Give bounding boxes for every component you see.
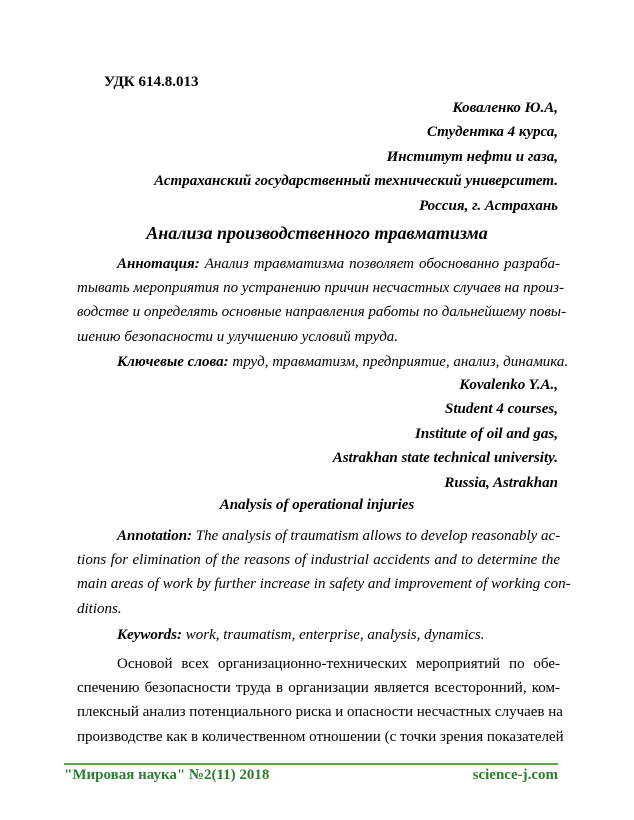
- body-line: спечению безопасности труда в организации является всесторонний, ком-: [77, 680, 560, 697]
- author-institute-en: Institute of oil and gas,: [415, 425, 558, 442]
- body-line: Основой всех организационно-технических мероприятий по обе-: [117, 656, 560, 672]
- annotation-ru-label: Аннотация:: [117, 256, 200, 272]
- keywords-ru: [77, 350, 569, 374]
- keywords-ru-text: труд, травматизм, предприятие, анализ, динамика.: [232, 354, 569, 370]
- annotation-ru-line: Аннотация: Анализ травматизма позволяет обоснованно разраба-: [117, 256, 560, 272]
- article-title-en: Analysis of operational injuries: [219, 497, 415, 513]
- footer-site-link[interactable]: science-j.com: [472, 767, 558, 783]
- annotation-en-line: tions for elimination of the reasons of industrial accidents and to determine the: [77, 552, 560, 569]
- keywords-en: [77, 623, 560, 647]
- author-name-en: Kovalenko Y.A.,: [459, 377, 558, 393]
- annotation-ru-line: шению безопасности и улучшению условий труда.: [77, 328, 399, 345]
- author-block-en: [333, 373, 558, 495]
- author-status-en: Student 4 courses,: [445, 401, 558, 418]
- body-paragraph: [77, 652, 564, 749]
- annotation-en-label: Annotation:: [117, 528, 193, 544]
- annotation-en: [77, 524, 571, 621]
- author-block-ru: [154, 96, 558, 218]
- author-location-en: Russia, Astrakhan: [444, 474, 558, 491]
- author-status-ru: Студентка 4 курса,: [426, 124, 558, 141]
- keywords-ru-label: Ключевые слова:: [117, 354, 229, 370]
- author-institute-ru: Институт нефти и газа,: [386, 148, 558, 165]
- footer-divider: [64, 763, 558, 765]
- keywords-en-label: Keywords:: [117, 627, 182, 643]
- author-location-ru: Россия, г. Астрахань: [419, 197, 558, 214]
- footer-journal: "Мировая наука" №2(11) 2018: [64, 767, 270, 783]
- annotation-en-line: ditions.: [77, 600, 122, 617]
- keywords-en-text: work, traumatism, enterprise, analysis, dynamics.: [185, 627, 485, 643]
- annotation-ru-line: тывать мероприятия по устранению причин несчастных случаев на произ-: [77, 280, 564, 297]
- annotation-ru-line: водстве и определять основные направления работы по дальнейшему повы-: [77, 304, 567, 321]
- article-title-ru: Анализа производственного травматизма: [146, 223, 488, 243]
- author-name-ru: Коваленко Ю.А,: [452, 100, 558, 116]
- annotation-en-line: main areas of work by further increase in safety and improvement of working con-: [77, 576, 571, 593]
- annotation-ru: [77, 252, 567, 349]
- author-university-en: Astrakhan state technical university.: [332, 450, 558, 467]
- annotation-en-line: Annotation: The analysis of traumatism allows to develop reasonably ac-: [117, 528, 561, 544]
- body-line: плексный анализ потенциального риска и опасности несчастных случаев на: [77, 704, 563, 721]
- body-line: производстве как в количественном отношении (с точки зрения показателей: [77, 728, 564, 745]
- udk-code: УДК 614.8.013: [104, 74, 199, 90]
- author-university-ru: Астраханский государственный технический университет.: [154, 173, 558, 190]
